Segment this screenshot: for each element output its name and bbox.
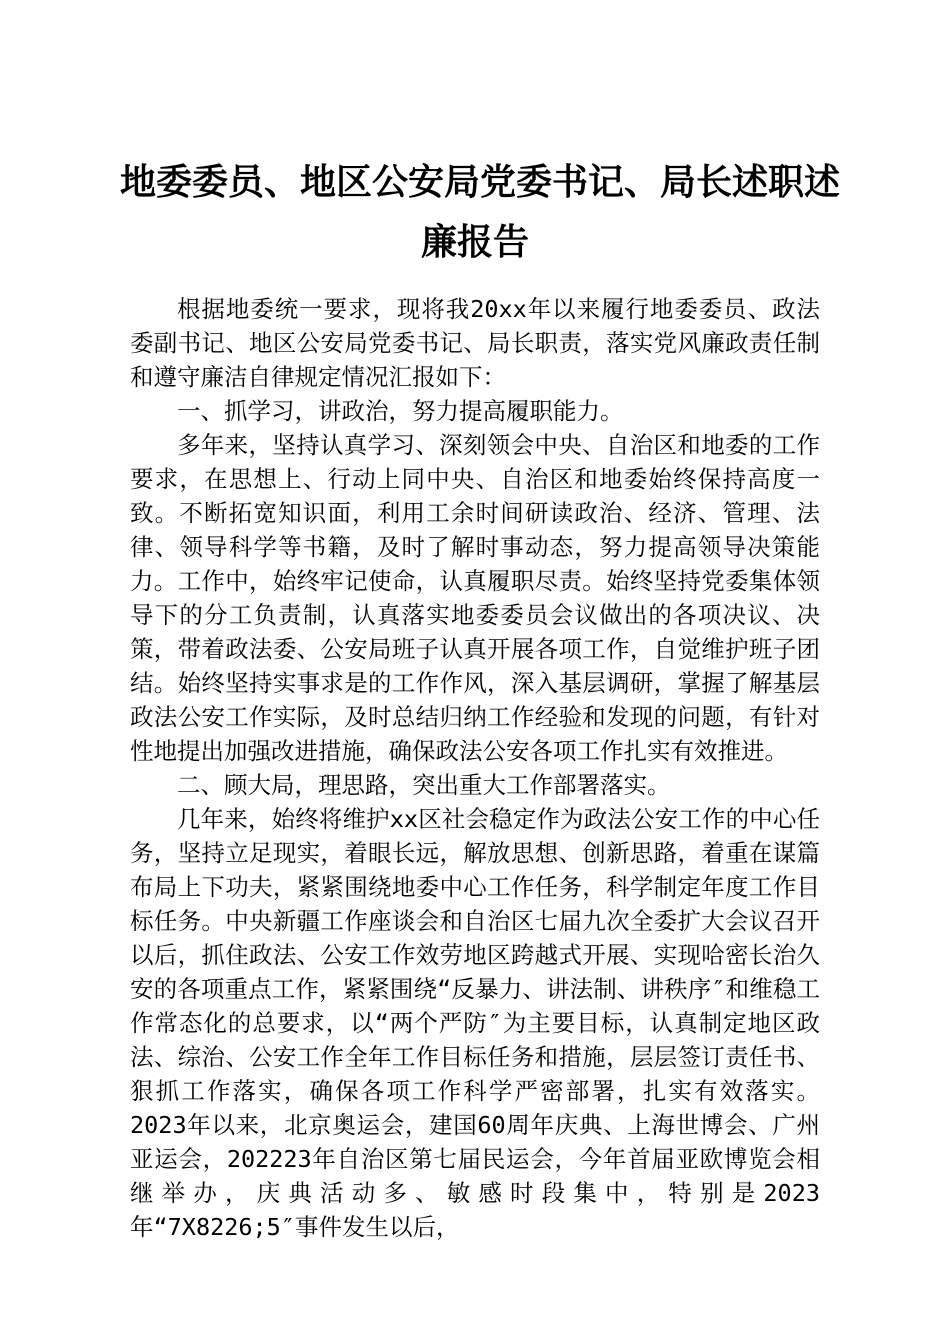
paragraph-section-2: 几年来，始终将维护xx区社会稳定作为政法公安工作的中心任务，坚持立足现实，着眼长远，解放思想、创新思路，着重在谋篇布局上下功夫，紧紧围绕地委中心工作任务，科学制定年度工作目标任务。中央新疆工作座谈会和自治区七届九次全委扩大会议召开以后，抓住政法、公安工作效劳地区跨越式开展、实现哈密长治久安的各项重点工作，紧紧围绕“反暴力、讲法制、讲秩序″和维稳工作常态化的总要求，以“两个严防″为主要目标，认真制定地区政法、综治、公安工作全年工作目标任务和措施，层层签订责任书、狠抓工作落实，确保各项工作科学严密部署，扎实有效落实。2023年以来，北京奥运会，建国60周年庆典、上海世博会、广州亚运会，202223年自治区第七届民运会，今年首届亚欧博览会相继举办，庆典活动多、敏感时段集中，特别是2023年“7X8226;5″事件发生以后， bbox=[130, 805, 820, 1241]
document-body bbox=[130, 292, 820, 1244]
document-title-line-2: 廉报告 bbox=[420, 221, 529, 263]
paragraph-section-1: 多年来，坚持认真学习、深刻领会中央、自治区和地委的工作要求，在思想上、行动上同中央、自治区和地委始终保持高度一致。不断拓宽知识面，利用工余时间研读政治、经济、管理、法律、领导科学等书籍，及时了解时事动态，努力提高领导决策能力。工作中，始终牢记使命，认真履职尽责。始终坚持党委集体领导下的分工负责制，认真落实地委委员会议做出的各项决议、决策，带着政法委、公安局班子认真开展各项工作，自觉维护班子团结。始终坚持实事求是的工作作风，深入基层调研，掌握了解基层政法公安工作实际，及时总结归纳工作经验和发现的问题，有针对性地提出加强改进措施，确保政法公安各项工作扎实有效推进。 bbox=[130, 431, 820, 765]
section-heading-1: 一、抓学习，讲政治，努力提高履职能力。 bbox=[177, 397, 624, 425]
section-heading-2: 二、顾大局，理思路，突出重大工作部署落实。 bbox=[177, 771, 671, 799]
document-title-line-1: 地委委员、地区公安局党委书记、局长述职述 bbox=[120, 161, 841, 203]
paragraph-intro: 根据地委统一要求，现将我20xx年以来履行地委委员、政法委副书记、地区公安局党委书记、局长职责，落实党风廉政责任制和遵守廉洁自律规定情况汇报如下： bbox=[130, 295, 820, 391]
